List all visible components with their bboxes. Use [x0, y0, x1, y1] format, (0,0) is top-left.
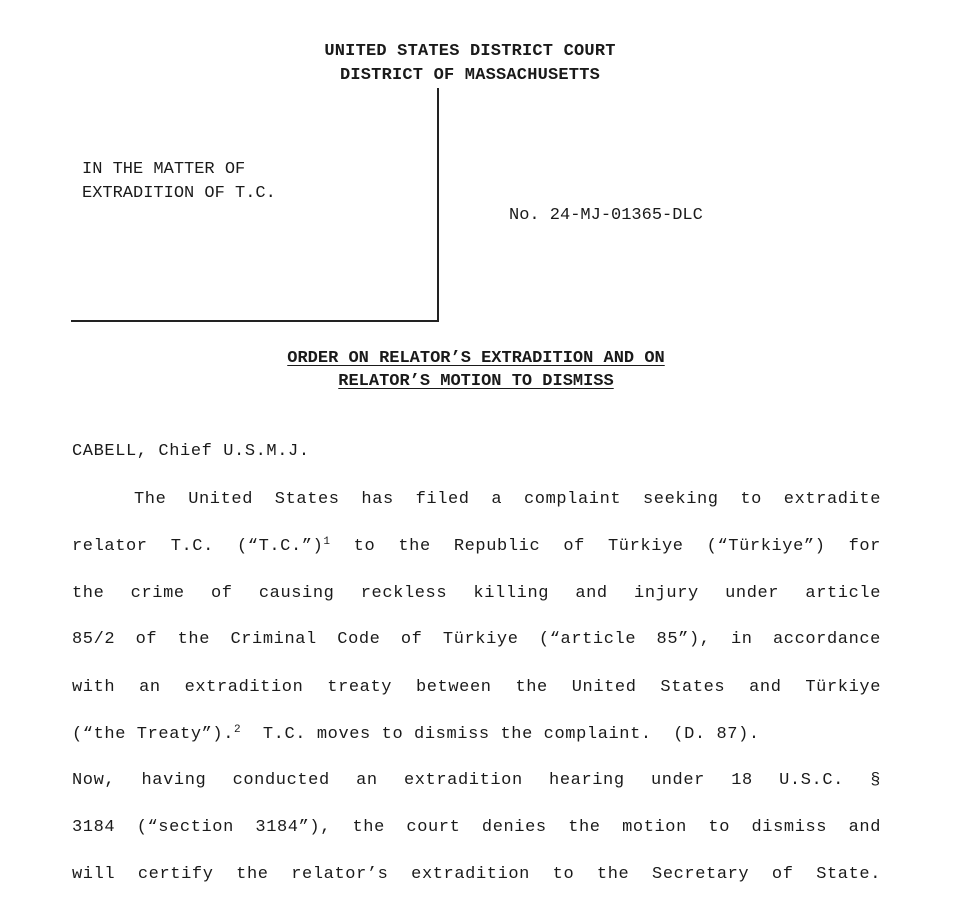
body-line-9: will certify the relator’s extradition to the Secretary of State.: [72, 865, 881, 884]
body-text: T.C. moves to dismiss the complaint. (D. 87).: [241, 725, 760, 744]
body-text: (“the Treaty”).: [72, 725, 235, 744]
footnote-ref-2[interactable]: 2: [234, 724, 242, 736]
body-line-3: the crime of causing reckless killing and injury under article: [72, 584, 881, 603]
order-title-line-1: [0, 347, 952, 371]
body-line-7: Now, having conducted an extradition hearing under 18 U.S.C. §: [72, 771, 881, 790]
body-line-1: The United States has filed a complaint seeking to extradite: [134, 490, 881, 509]
body-line-4: 85/2 of the Criminal Code of Türkiye (“article 85”), in accordance: [72, 630, 881, 649]
body-line-2: [72, 535, 881, 559]
judge-name: CABELL, Chief U.S.M.J.: [72, 442, 310, 461]
court-district: DISTRICT OF MASSACHUSETTS: [339, 66, 601, 85]
caption-line-1: IN THE MATTER OF: [82, 160, 246, 179]
case-number: No. 24-MJ-01365-DLC: [509, 206, 703, 225]
court-name: UNITED STATES DISTRICT COURT: [324, 42, 616, 61]
order-title-text-2: RELATOR’S MOTION TO DISMISS: [338, 372, 614, 391]
body-line-5: with an extradition treaty between the United States and Türkiye: [72, 678, 881, 697]
caption-divider-vertical: [437, 88, 439, 322]
footnote-ref-1[interactable]: 1: [323, 536, 331, 548]
caption-line-2: EXTRADITION OF T.C.: [82, 184, 276, 203]
order-title-text-1: ORDER ON RELATOR’S EXTRADITION AND ON: [287, 349, 665, 368]
case-caption: [82, 158, 276, 206]
body-line-6: [72, 723, 760, 747]
body-text: relator T.C. (“T.C.”): [72, 537, 324, 556]
order-title-line-2: [0, 370, 952, 394]
caption-divider-horizontal: [71, 320, 439, 322]
body-line-8: 3184 (“section 3184”), the court denies the motion to dismiss and: [72, 818, 881, 837]
body-text: to the Republic of Türkiye (“Türkiye”) for: [330, 537, 881, 556]
